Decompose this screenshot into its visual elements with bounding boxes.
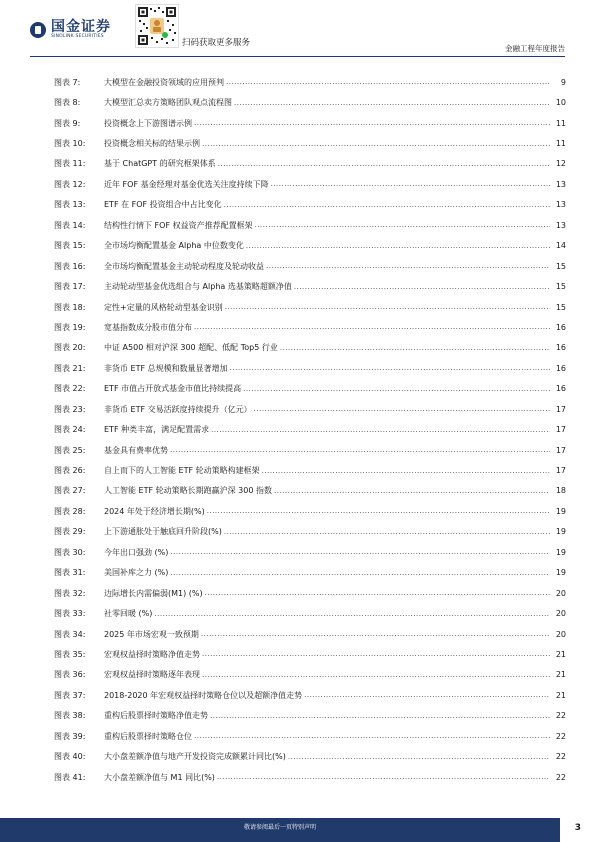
figure-title-wrap	[104, 240, 552, 251]
leader-dots	[255, 221, 550, 229]
leader-dots	[194, 119, 550, 127]
toc-entry[interactable]	[54, 113, 566, 133]
figure-title-wrap	[104, 302, 552, 313]
figure-title[interactable]: 非货币 ETF 交易活跃度持续提升（亿元）	[104, 404, 252, 414]
toc-entry[interactable]	[54, 767, 566, 787]
figure-page-number[interactable]: 22	[555, 731, 566, 741]
figure-page-number[interactable]: 12	[555, 159, 566, 169]
figure-title[interactable]: ETF 种类丰富，满足配置需求	[104, 425, 210, 435]
figure-page-number[interactable]: 13	[555, 179, 566, 189]
figure-label: 图表 13:	[54, 200, 86, 210]
figure-page-number[interactable]: 16	[555, 384, 566, 394]
figure-title[interactable]: 美国补库之力 (%)	[104, 568, 169, 578]
figure-title[interactable]: 今年出口强劲 (%)	[104, 547, 169, 557]
leader-dots	[211, 426, 550, 434]
figure-title-wrap	[104, 710, 552, 721]
figure-title-wrap	[104, 772, 552, 783]
figure-title[interactable]: 自上而下的人工智能 ETF 轮动策略构建框架	[104, 466, 260, 476]
leader-dots	[170, 569, 550, 577]
leader-dots	[217, 773, 550, 781]
figure-label: 图表 37:	[54, 690, 86, 700]
toc-entry[interactable]	[54, 685, 566, 705]
figure-page-number[interactable]: 18	[555, 486, 566, 496]
figure-title-wrap	[104, 485, 552, 496]
toc-entry[interactable]	[54, 460, 566, 480]
leader-dots	[194, 323, 550, 331]
leader-dots	[243, 385, 550, 393]
figure-page-number[interactable]: 16	[555, 343, 566, 353]
toc-entry[interactable]	[54, 706, 566, 726]
toc-entry[interactable]	[54, 542, 566, 562]
brand-name-cn: 国金证券	[51, 19, 111, 35]
sinolink-logo	[30, 20, 111, 40]
figure-title[interactable]: 全市场均衡配置基金 Alpha 中位数变化	[104, 241, 244, 251]
figure-label: 图表 40:	[54, 752, 86, 762]
figure-page-number[interactable]: 9	[560, 77, 566, 87]
figure-label: 图表 31:	[54, 568, 86, 578]
figure-page-number[interactable]: 11	[555, 139, 566, 149]
figure-label: 图表 29:	[54, 527, 86, 537]
figure-title-wrap	[104, 629, 552, 640]
figure-title-wrap	[104, 424, 552, 435]
figure-page-number[interactable]: 17	[555, 404, 566, 414]
leader-dots	[288, 753, 550, 761]
toc-entry[interactable]	[54, 440, 566, 460]
figure-page-number[interactable]: 22	[555, 772, 566, 782]
figure-label: 图表 7:	[54, 77, 81, 87]
figure-label: 图表 14:	[54, 220, 86, 230]
figure-page-number[interactable]: 15	[555, 302, 566, 312]
figure-title-wrap	[104, 118, 552, 129]
figure-page-number[interactable]: 17	[555, 466, 566, 476]
figure-title[interactable]: 上下游通胀处于触底回升阶段(%)	[104, 527, 222, 537]
figure-page-number[interactable]: 15	[555, 261, 566, 271]
figure-label: 图表 12:	[54, 179, 86, 189]
figure-title[interactable]: 人工智能 ETF 轮动策略长期跑赢沪深 300 指数	[104, 486, 272, 496]
figure-label: 图表 20:	[54, 343, 86, 353]
leader-dots	[207, 507, 550, 515]
toc-entry[interactable]	[54, 746, 566, 766]
figure-label: 图表 10:	[54, 139, 86, 149]
figure-page-number[interactable]: 20	[555, 629, 566, 639]
figure-page-number[interactable]: 16	[555, 363, 566, 373]
figure-title-wrap	[104, 158, 552, 169]
figure-title-wrap	[104, 608, 552, 619]
figure-title-wrap	[104, 179, 552, 190]
toc-entry[interactable]	[54, 624, 566, 644]
leader-dots	[210, 712, 550, 720]
figure-label: 图表 36:	[54, 670, 86, 680]
toc-entry[interactable]	[54, 644, 566, 664]
figure-title-wrap	[104, 751, 552, 762]
figure-page-number[interactable]: 10	[555, 98, 566, 108]
figure-label: 图表 41:	[54, 772, 86, 782]
figure-title-wrap	[104, 97, 552, 108]
toc-entry[interactable]	[54, 276, 566, 296]
leader-dots	[304, 691, 550, 699]
figure-page-number[interactable]: 13	[555, 200, 566, 210]
figure-title[interactable]: 社零回暖 (%)	[104, 609, 153, 619]
figure-label: 图表 16:	[54, 261, 86, 271]
scan-prompt: 扫码获取更多服务	[182, 38, 251, 48]
figure-label: 图表 27:	[54, 486, 86, 496]
leader-dots	[294, 283, 550, 291]
figure-label: 图表 35:	[54, 649, 86, 659]
leader-dots	[266, 262, 550, 270]
figure-label: 图表 39:	[54, 731, 86, 741]
leader-dots	[262, 467, 550, 475]
leader-dots	[218, 160, 550, 168]
leader-dots	[234, 99, 550, 107]
figure-title[interactable]: 宏观权益择时策略净值走势	[104, 649, 200, 659]
figure-title-wrap	[104, 363, 552, 374]
figure-page-number[interactable]: 21	[555, 670, 566, 680]
figure-page-number[interactable]: 20	[555, 588, 566, 598]
toc-entry[interactable]	[54, 665, 566, 685]
figure-title[interactable]: 宽基指数成分股市值分布	[104, 322, 192, 332]
figure-page-number[interactable]: 16	[555, 322, 566, 332]
leader-dots	[271, 180, 550, 188]
figure-title-wrap	[104, 567, 552, 578]
figure-label: 图表 15:	[54, 241, 86, 251]
figure-label: 图表 32:	[54, 588, 86, 598]
figure-title-wrap	[104, 77, 552, 88]
figure-page-number[interactable]: 11	[555, 118, 566, 128]
figure-label: 图表 22:	[54, 384, 86, 394]
figure-label: 图表 38:	[54, 711, 86, 721]
toc-entry[interactable]	[54, 583, 566, 603]
figure-title-wrap	[104, 404, 552, 415]
figure-page-number[interactable]: 17	[555, 445, 566, 455]
toc-entry[interactable]	[54, 379, 566, 399]
figure-title-wrap	[104, 465, 552, 476]
figure-page-number[interactable]: 19	[555, 506, 566, 516]
figure-title-wrap	[104, 445, 552, 456]
figure-title[interactable]: 2018-2020 年宏观权益择时策略仓位以及超额净值走势	[104, 690, 303, 700]
toc-entry[interactable]	[54, 481, 566, 501]
toc-entry[interactable]	[54, 338, 566, 358]
figure-page-number[interactable]: 15	[555, 282, 566, 292]
leader-dots	[246, 242, 550, 250]
figure-title-wrap	[104, 588, 552, 599]
figure-page-number[interactable]: 20	[555, 609, 566, 619]
figure-title-wrap	[104, 731, 552, 742]
leader-dots	[202, 671, 550, 679]
figure-title-wrap	[104, 506, 552, 517]
toc-entry[interactable]	[54, 297, 566, 317]
toc-entry[interactable]	[54, 522, 566, 542]
figure-page-number[interactable]: 19	[555, 547, 566, 557]
figure-title[interactable]: 大模型在金融投资领域的应用预判	[104, 77, 224, 87]
leader-dots	[226, 78, 550, 86]
figure-title[interactable]: 中证 A500 相对沪深 300 超配、低配 Top5 行业	[104, 343, 278, 353]
figure-title-wrap	[104, 526, 552, 537]
figure-label: 图表 18:	[54, 302, 86, 312]
figure-title[interactable]: 近年 FOF 基金经理对基金优选关注度持续下降	[104, 179, 269, 189]
toc-entry[interactable]	[54, 215, 566, 235]
figure-label: 图表 34:	[54, 629, 86, 639]
leader-dots	[170, 548, 550, 556]
figure-title[interactable]: 投资概念相关标的结果示例	[104, 139, 200, 149]
figure-title-wrap	[104, 649, 552, 660]
figure-label: 图表 11:	[54, 159, 86, 169]
figure-title-wrap	[104, 138, 552, 149]
figure-label: 图表 28:	[54, 506, 86, 516]
figure-title[interactable]: ETF 在 FOF 投资组合中占比变化	[104, 200, 222, 210]
figure-title[interactable]: 重构后股票择时策略净值走势	[104, 711, 208, 721]
figure-title-wrap	[104, 220, 552, 231]
figure-title-wrap	[104, 199, 552, 210]
leader-dots	[170, 446, 550, 454]
leader-dots	[280, 344, 550, 352]
figure-label: 图表 26:	[54, 466, 86, 476]
leader-dots	[154, 610, 550, 618]
leader-dots	[225, 303, 550, 311]
figure-label: 图表 21:	[54, 363, 86, 373]
figure-title[interactable]: 基金具有费率优势	[104, 445, 168, 455]
figure-label: 图表 24:	[54, 425, 86, 435]
toc-entry[interactable]	[54, 399, 566, 419]
figure-title-wrap	[104, 669, 552, 680]
figure-label: 图表 17:	[54, 282, 86, 292]
page-number: 3	[574, 823, 581, 833]
figure-title-wrap	[104, 690, 552, 701]
figure-page-number[interactable]: 19	[555, 527, 566, 537]
figure-title[interactable]: 主动轮动型基金优选组合与 Alpha 选基策略超额净值	[104, 282, 292, 292]
figure-label: 图表 23:	[54, 404, 86, 414]
leader-dots	[194, 732, 550, 740]
footer-disclaimer: 敬请参阅最后一页特别声明	[243, 824, 316, 831]
figure-title[interactable]: 大小盘差额净值与地产开发投资完成额累计同比(%)	[104, 752, 286, 762]
report-type: 金融工程年度报告	[505, 44, 565, 53]
toc-entry[interactable]	[54, 174, 566, 194]
figure-page-number[interactable]: 21	[555, 690, 566, 700]
leader-dots	[274, 487, 550, 495]
qr-code-icon[interactable]	[135, 4, 179, 48]
leader-dots	[230, 364, 550, 372]
page-header	[0, 0, 595, 60]
figure-label: 图表 9:	[54, 118, 81, 128]
figure-page-number[interactable]: 19	[555, 568, 566, 578]
figure-page-number[interactable]: 14	[555, 241, 566, 251]
toc-entry[interactable]	[54, 133, 566, 153]
toc-entry[interactable]	[54, 256, 566, 276]
figure-page-number[interactable]: 22	[555, 752, 566, 762]
figure-title[interactable]: 全市场均衡配置基金主动轮动程度及轮动收益	[104, 261, 264, 271]
leader-dots	[202, 650, 550, 658]
brand-name-en: SINOLINK SECURITIES	[51, 34, 104, 39]
toc-entry[interactable]	[54, 92, 566, 112]
figure-title-wrap	[104, 261, 552, 272]
figure-title[interactable]: 2024 年处于经济增长期(%)	[104, 506, 205, 516]
figure-title-wrap	[104, 547, 552, 558]
header-divider	[30, 56, 565, 57]
toc-entry[interactable]	[54, 72, 566, 92]
figure-page-number[interactable]: 17	[555, 425, 566, 435]
toc-entry[interactable]	[54, 726, 566, 746]
toc-entry[interactable]	[54, 195, 566, 215]
figure-title[interactable]: 非货币 ETF 总规模和数量显著增加	[104, 363, 228, 373]
figure-label: 图表 8:	[54, 98, 81, 108]
toc-entry[interactable]	[54, 317, 566, 337]
figure-label: 图表 25:	[54, 445, 86, 455]
figure-page-number[interactable]: 13	[555, 220, 566, 230]
figure-title-wrap	[104, 322, 552, 333]
figure-title[interactable]: 2025 年市场宏观一致预期	[104, 629, 199, 639]
figure-title[interactable]: 基于 ChatGPT 的研究框架体系	[104, 159, 216, 169]
figure-title-wrap	[104, 383, 552, 394]
figure-title-wrap	[104, 281, 552, 292]
toc-entry[interactable]	[54, 603, 566, 623]
toc-entry[interactable]	[54, 501, 566, 521]
figure-title[interactable]: 定性+定量的风格轮动型基金识别	[104, 302, 223, 312]
figure-title[interactable]: 大模型汇总卖方策略团队观点流程图	[104, 98, 232, 108]
leader-dots	[224, 201, 550, 209]
toc-entry[interactable]	[54, 358, 566, 378]
toc-entry[interactable]	[54, 154, 566, 174]
figure-title[interactable]: ETF 市值占开放式基金市值比持续提高	[104, 384, 242, 394]
leader-dots	[205, 589, 550, 597]
figure-title[interactable]: 宏观权益择时策略逐年表现	[104, 670, 200, 680]
figure-index	[54, 72, 566, 787]
figure-title[interactable]: 结构性行情下 FOF 权益资产推荐配置框架	[104, 220, 253, 230]
figure-page-number[interactable]: 21	[555, 649, 566, 659]
leader-dots	[201, 630, 550, 638]
toc-entry[interactable]	[54, 419, 566, 439]
figure-label: 图表 33:	[54, 609, 86, 619]
figure-label: 图表 19:	[54, 322, 86, 332]
figure-title[interactable]: 投资概念上下游图谱示例	[104, 118, 192, 128]
figure-title[interactable]: 边际增长内需偏弱(M1) (%)	[104, 588, 203, 598]
leader-dots	[224, 528, 550, 536]
figure-page-number[interactable]: 22	[555, 711, 566, 721]
toc-entry[interactable]	[54, 236, 566, 256]
leader-dots	[254, 405, 550, 413]
figure-label: 图表 30:	[54, 547, 86, 557]
leader-dots	[202, 140, 550, 148]
figure-title[interactable]: 重构后股票择时策略仓位	[104, 731, 192, 741]
logo-icon	[30, 22, 46, 38]
figure-title-wrap	[104, 342, 552, 353]
figure-title[interactable]: 大小盘差额净值与 M1 同比(%)	[104, 772, 215, 782]
toc-entry[interactable]	[54, 563, 566, 583]
